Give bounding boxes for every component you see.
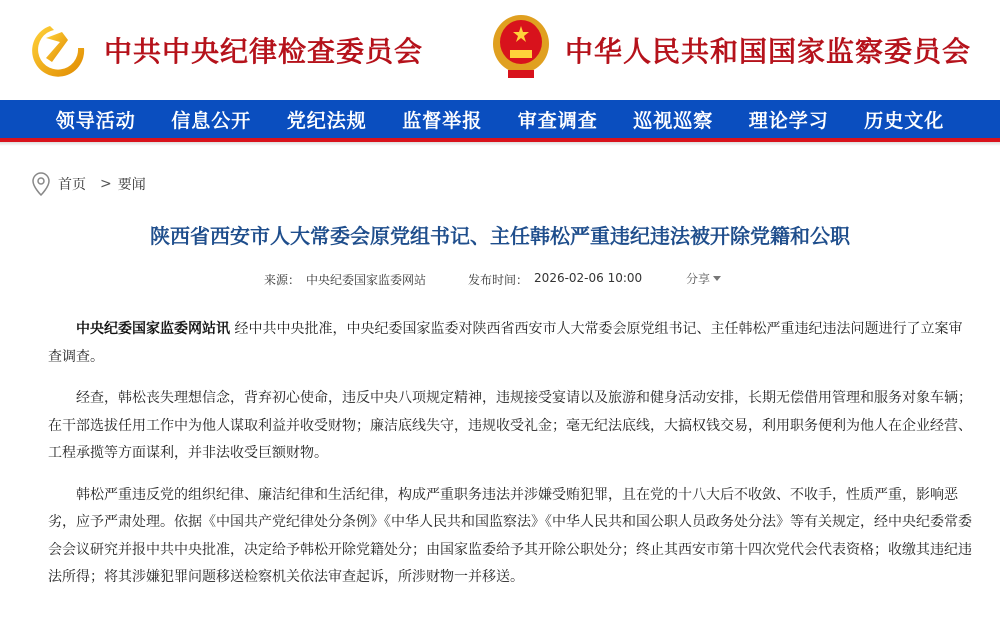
party-emblem-icon [32, 18, 92, 78]
article-body [48, 316, 972, 606]
national-emblem-icon [490, 14, 552, 80]
nav-shadow [0, 142, 1000, 146]
paragraph: 韩松严重违反党的组织纪律、廉洁纪律和生活纪律，构成严重职务违法并涉嫌受贿犯罪，且在党的十八大后不收敛、不收手，性质严重，影响恶劣，应予严肃处理。依据《中国共产党纪律处分条例》《中华人民共和国监察法》《中华人民共和国公职人员政务处分法》等有关规定，经中央纪委常委会会议研究并报中共中央批准，决定给予韩松开除党籍处分；由国家监委给予其开除公职处分；终止其西安市第十四次党代会代表资格；收缴其违纪违法所得；将其涉嫌犯罪问题移送检察机关依法审查起诉，所涉财物一并移送。 [48, 486, 972, 585]
breadcrumb-separator: > [100, 176, 112, 192]
nav-item-leadership[interactable]: 领导活动 [55, 109, 136, 132]
ccdi-name: 中共中央纪律检查委员会 [104, 35, 424, 68]
article-title: 陕西省西安市人大常委会原党组书记、主任韩松严重违纪违法被开除党籍和公职 [150, 224, 850, 248]
location-pin-icon [32, 172, 50, 196]
nav-item-history[interactable]: 历史文化 [864, 109, 945, 132]
paragraph: 经查，韩松丧失理想信念，背弃初心使命，违反中央八项规定精神，违规接受宴请以及旅游和健身活动安排，长期无偿借用管理和服务对象车辆；在干部选拔任用工作中为他人谋取利益并收受财物；廉洁底线失守，违规收受礼金；毫无纪法底线，大搞权钱交易，利用职务便利为他人在企业经营、工程承揽等方面谋利，并非法收受巨额财物。 [48, 390, 972, 461]
nav-item-report[interactable]: 监督举报 [402, 109, 483, 132]
breadcrumb [32, 172, 146, 196]
article-meta [264, 271, 642, 288]
nav-item-info[interactable]: 信息公开 [171, 109, 252, 132]
breadcrumb-current[interactable]: 要闻 [117, 177, 146, 193]
source-value: 中央纪委国家监委网站 [306, 273, 427, 287]
paragraph: 中央纪委国家监委网站讯 经中共中央批准，中央纪委国家监委对陕西省西安市人大常委会原党组书记、主任韩松严重违纪违法问题进行了立案审查调查。 [48, 321, 963, 365]
nav-item-investigation[interactable]: 审查调查 [517, 109, 598, 132]
main-nav [0, 100, 1000, 142]
nav-item-regulations[interactable]: 党纪法规 [286, 109, 367, 132]
share-button[interactable] [686, 270, 721, 287]
site-header [0, 0, 1000, 100]
nav-item-inspection[interactable]: 巡视巡察 [633, 109, 714, 132]
time-value: 2026-02-06 10:00 [534, 271, 643, 285]
nav-item-theory[interactable]: 理论学习 [748, 109, 829, 132]
breadcrumb-home[interactable]: 首页 [58, 177, 86, 193]
caret-down-icon [713, 276, 721, 285]
share-label: 分享 [686, 272, 711, 286]
source-label: 来源： [264, 273, 301, 287]
lead-text: 中央纪委国家监委网站讯 [76, 321, 230, 337]
nsc-name: 中华人民共和国国家监察委员会 [565, 35, 972, 68]
time-label: 发布时间： [468, 273, 529, 287]
